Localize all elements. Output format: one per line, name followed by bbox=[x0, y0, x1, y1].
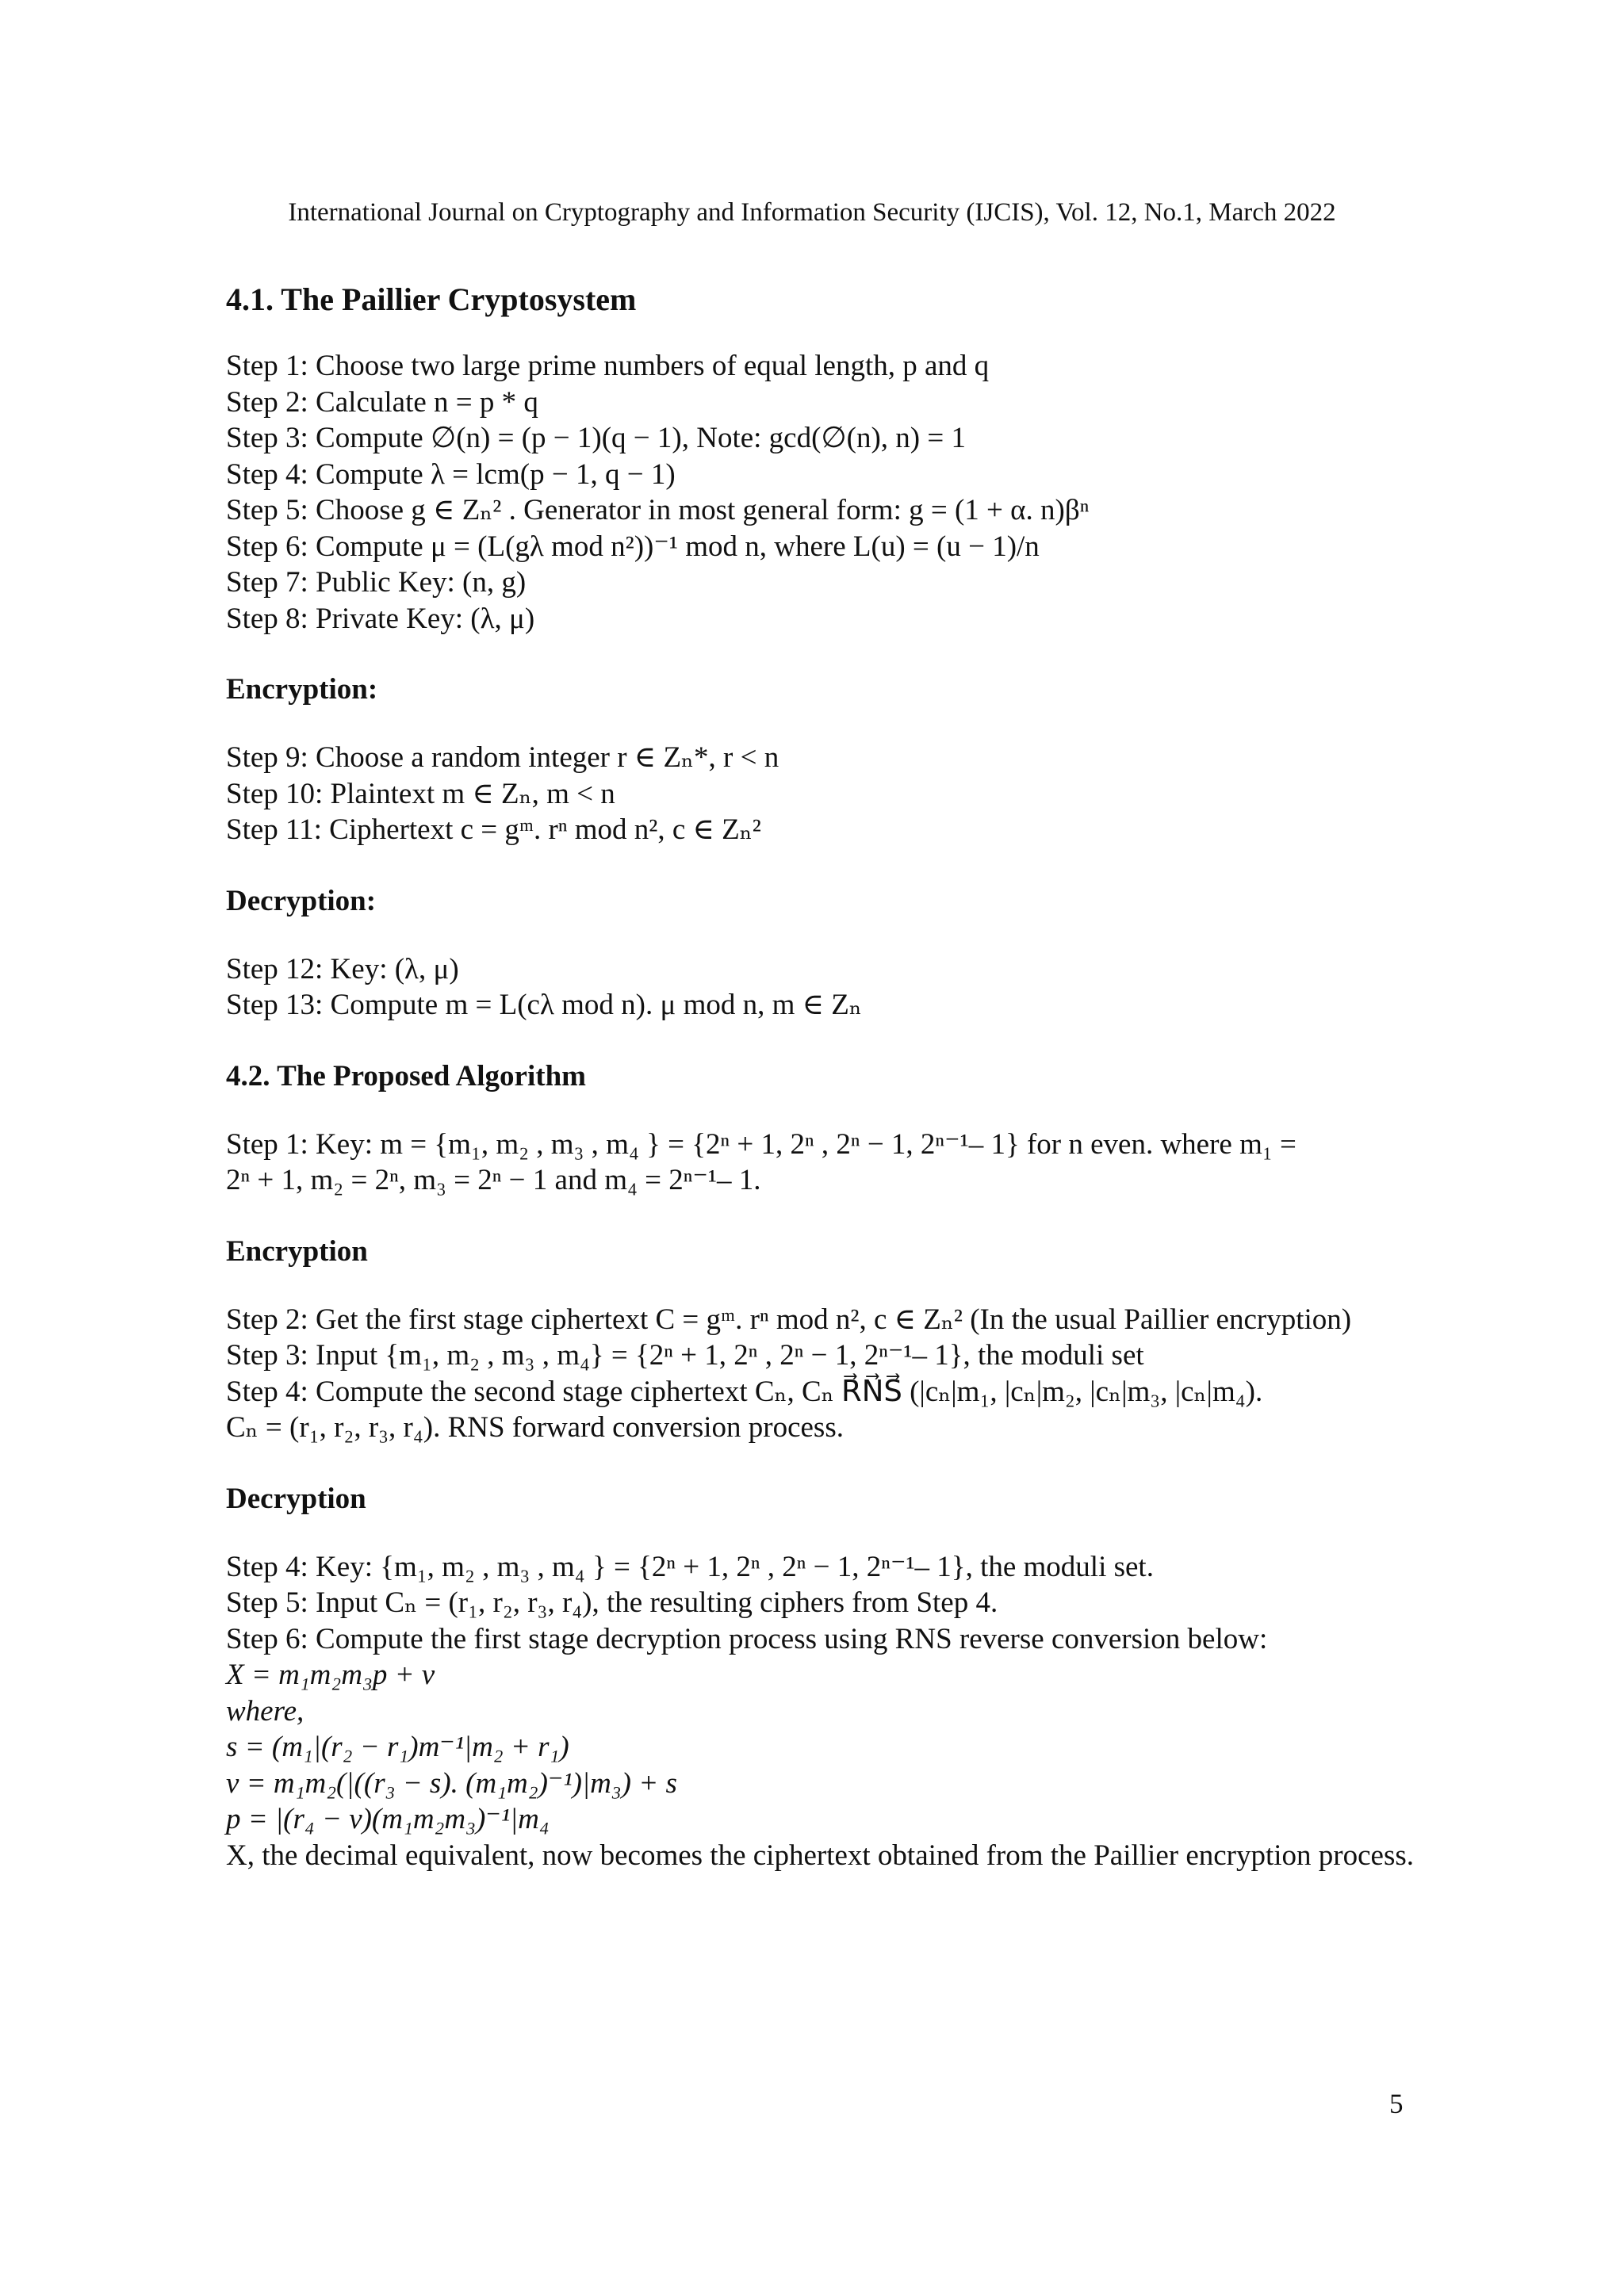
paillier-steps bbox=[226, 348, 1415, 637]
proposed-key-step bbox=[226, 1127, 1415, 1199]
proposed-decryption-step: Step 5: Input Cₙ = (r₁, r₂, r₃, r₄), the resulting ciphers from Step 4. bbox=[226, 1586, 998, 1619]
proposed-decryption-steps bbox=[226, 1549, 1415, 1874]
proposed-step-line: 2ⁿ + 1, m₂ = 2ⁿ, m₃ = 2ⁿ − 1 and m₄ = 2ⁿ⁻¹– 1. bbox=[226, 1164, 761, 1196]
proposed-encryption-step: Step 4: Compute the second stage ciphertext Cₙ, Cₙ R⃗N⃗S⃗ (|cₙ|m₁, |cₙ|m₂, |cₙ|m₃, |cₙ|m₄). bbox=[226, 1375, 1263, 1408]
decryption-step: Step 13: Compute m = L(cλ mod n). μ mod n, m ∈ Zₙ bbox=[226, 989, 862, 1021]
paillier-step: Step 8: Private Key: (λ, μ) bbox=[226, 602, 535, 635]
encryption-step: Step 10: Plaintext m ∈ Zₙ, m < n bbox=[226, 777, 615, 810]
proposed-decryption-step: Step 4: Key: {m₁, m₂ , m₃ , m₄ } = {2ⁿ + 1, 2ⁿ , 2ⁿ − 1, 2ⁿ⁻¹– 1}, the moduli set. bbox=[226, 1550, 1154, 1583]
proposed-encryption-step: Cₙ = (r₁, r₂, r₃, r₄). RNS forward conversion process. bbox=[226, 1411, 844, 1444]
proposed-decryption-heading: Decryption bbox=[226, 1482, 366, 1515]
formula-line: where, bbox=[226, 1694, 304, 1728]
proposed-step-line: Step 1: Key: m = {m₁, m₂ , m₃ , m₄ } = {2ⁿ + 1, 2ⁿ , 2ⁿ − 1, 2ⁿ⁻¹– 1} for n even. where m₁ = bbox=[226, 1127, 1297, 1161]
paillier-step: Step 3: Compute ∅(n) = (p − 1)(q − 1), Note: gcd(∅(n), n) = 1 bbox=[226, 422, 966, 454]
page-content bbox=[226, 277, 1415, 1908]
proposed-decryption-step: Step 6: Compute the first stage decryption process using RNS reverse conversion below: bbox=[226, 1622, 1268, 1655]
section-heading-4-2: 4.2. The Proposed Algorithm bbox=[226, 1059, 586, 1093]
page-number: 5 bbox=[1389, 2088, 1404, 2119]
closing-sentence: X, the decimal equivalent, now becomes the ciphertext obtained from the Paillier encryption process. bbox=[226, 1839, 1415, 1872]
formula-line: s = (m₁|(r₂ − r₁)m⁻¹|m₂ + r₁) bbox=[226, 1731, 569, 1763]
paillier-step: Step 6: Compute μ = (L(gλ mod n²))⁻¹ mod n, where L(u) = (u − 1)/n bbox=[226, 530, 1040, 563]
proposed-encryption-heading: Encryption bbox=[226, 1234, 368, 1268]
encryption-step: Step 9: Choose a random integer r ∈ Zₙ*, r < n bbox=[226, 741, 779, 774]
paillier-step: Step 4: Compute λ = lcm(p − 1, q − 1) bbox=[226, 457, 676, 491]
decryption-heading: Decryption: bbox=[226, 884, 377, 917]
proposed-encryption-step: Step 3: Input {m₁, m₂ , m₃ , m₄} = {2ⁿ + 1, 2ⁿ , 2ⁿ − 1, 2ⁿ⁻¹– 1}, the moduli set bbox=[226, 1339, 1144, 1372]
paillier-step: Step 1: Choose two large prime numbers of equal length, p and q bbox=[226, 350, 990, 382]
proposed-encryption-steps bbox=[226, 1302, 1415, 1446]
paillier-decryption-steps bbox=[226, 951, 1415, 1024]
formula-line: X = m₁m₂m₃p + v bbox=[226, 1659, 435, 1691]
paillier-step: Step 7: Public Key: (n, g) bbox=[226, 566, 527, 599]
proposed-encryption-step: Step 2: Get the first stage ciphertext C = gᵐ. rⁿ mod n², c ∈ Zₙ² (In the usual Paillier encryption) bbox=[226, 1303, 1352, 1336]
section-heading-4-1: 4.1. The Paillier Cryptosystem bbox=[226, 281, 637, 317]
running-head: International Journal on Cryptography and Information Security (IJCIS), Vol. 12, No.1, March 2022 bbox=[288, 198, 1336, 227]
formula-line: p = |(r₄ − v)(m₁m₂m₃)⁻¹|m₄ bbox=[226, 1803, 550, 1835]
paillier-encryption-steps bbox=[226, 740, 1415, 848]
encryption-heading: Encryption: bbox=[226, 673, 378, 706]
paillier-step: Step 2: Calculate n = p * q bbox=[226, 385, 538, 419]
encryption-step: Step 11: Ciphertext c = gᵐ. rⁿ mod n², c ∈ Zₙ² bbox=[226, 813, 761, 846]
paillier-step: Step 5: Choose g ∈ Zₙ² . Generator in most general form: g = (1 + α. n)βⁿ bbox=[226, 494, 1090, 526]
decryption-step: Step 12: Key: (λ, μ) bbox=[226, 952, 459, 985]
formula-line: v = m₁m₂(|((r₃ − s). (m₁m₂)⁻¹)|m₃) + s bbox=[226, 1766, 677, 1800]
